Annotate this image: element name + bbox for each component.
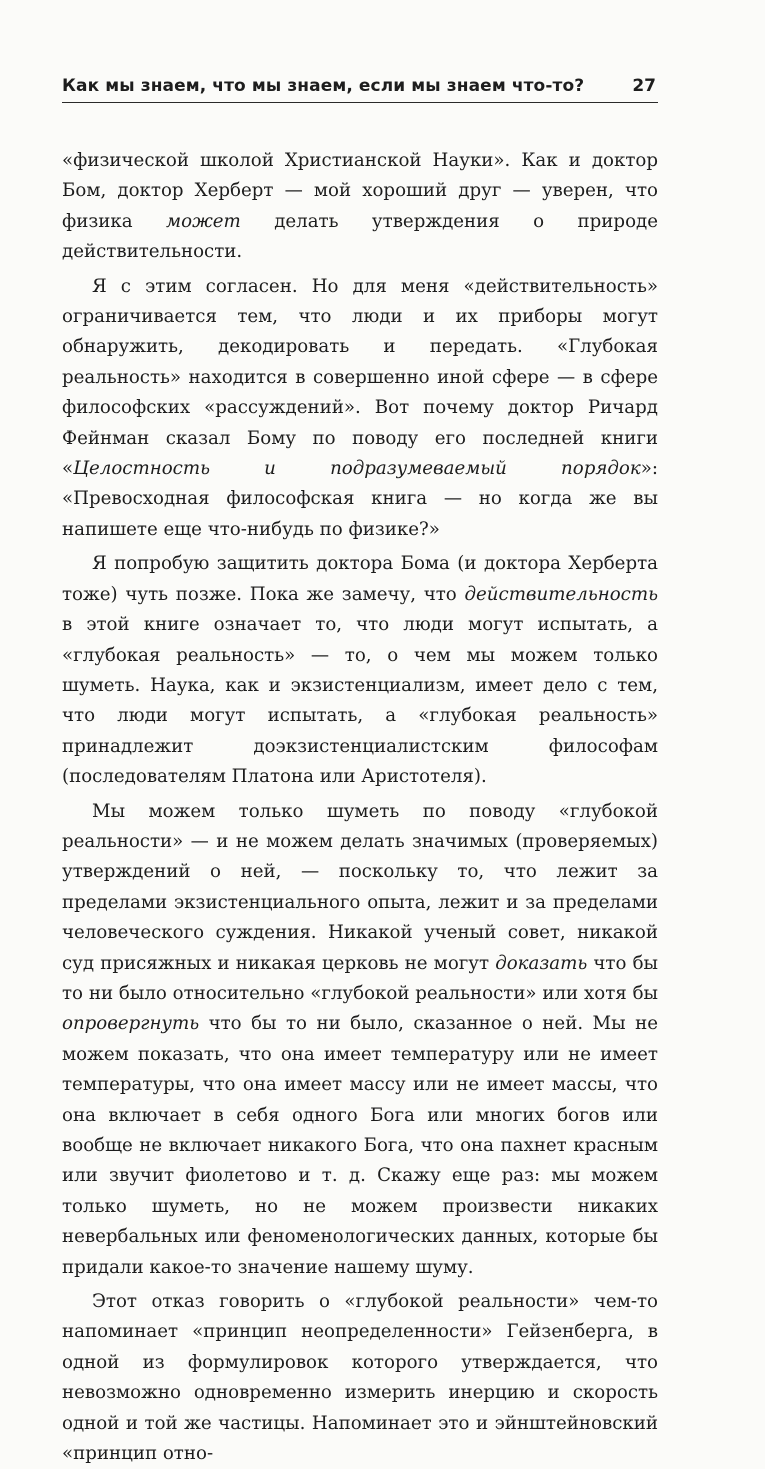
text-fragment: Мы можем только шуметь по поводу «глубокой реальности» — и не можем делать значимых (проверяемых) утверждений о ней, — поскольку то, что лежит за пределами экзистенциального опыта, лежит и за пределами человеческого суждения. Никакой ученый совет, никакой суд присяжных и никакая церковь не могут xyxy=(62,800,658,974)
paragraph-2 xyxy=(62,272,658,546)
paragraph-5 xyxy=(62,1287,658,1469)
running-header xyxy=(62,70,658,103)
paragraph-3 xyxy=(62,549,658,792)
text-fragment: в этой книге означает то, что люди могут испытать, а «глубокая реальность» — то, о чем мы можем только шуметь. Наука, как и экзистенциализм, имеет дело с тем, что люди могут испытать, а «глубокая реальность» принадлежит доэкзистенциалистским философам (последователям Платона или Аристотеля). xyxy=(62,614,658,788)
text-fragment: что бы то ни было относительно «глубокой реальности» или хотя бы xyxy=(62,952,658,1004)
text-fragment: «физической школой Христианской Науки». Как и доктор Бом, доктор Херберт — мой хороший друг — уверен, что физика xyxy=(62,150,658,232)
text-fragment: делать утверждения о природе действительности. xyxy=(62,210,658,263)
text-fragment: Этот отказ говорить о «глубокой реальности» чем-то напоминает «принцип неопределенности» Гейзенберга, в одной из формулировок которого утверждается, что невозможно одновременно измерить инерцию и скорость одной и той же частицы. Напоминает это и эйнштейновский «принцип отно- xyxy=(62,1291,658,1465)
text-fragment: »: «Превосходная философская книга — но когда же вы напишете еще что-нибудь по физике?» xyxy=(62,458,658,540)
paragraph-1 xyxy=(62,146,658,268)
text-fragment: Я попробую защитить доктора Бома (и доктора Херберта тоже) чуть позже. Пока же замечу, что xyxy=(62,553,658,605)
text-fragment: Я с этим согласен. Но для меня «действительность» ограничивается тем, что люди и их приборы могут обнаружить, декодировать и передать. «Глубокая реальность» находится в совершенно иной сфере — в сфере философских «рассуждений». Вот почему доктор Ричард Фейнман сказал Бому по поводу его последней книги « xyxy=(62,275,658,480)
italic-fragment: действительность xyxy=(464,583,658,605)
italic-fragment: может xyxy=(166,210,241,232)
text-fragment: что бы то ни было, сказанное о ней. Мы не можем показать, что она имеет температуру или не имеет температуры, что она имеет массу или не имеет массы, что она включает в себя одного Бога или многих богов или вообще не включает никакого Бога, что она пахнет красным или звучит фиолетово и т. д. Скажу еще раз: мы можем только шуметь, но не можем произвести никаких невербальных или феноменологических данных, которые бы придали какое-то значение нашему шуму. xyxy=(62,1013,658,1278)
italic-fragment: Целостность и подразумеваемый порядок xyxy=(73,458,641,480)
page-number: 27 xyxy=(632,76,656,96)
italic-fragment: доказать xyxy=(495,952,588,974)
running-title: Как мы знаем, что мы знаем, если мы знаем что-то? xyxy=(62,76,585,96)
paragraph-4 xyxy=(62,797,658,1284)
italic-fragment: опровергнуть xyxy=(62,1013,200,1035)
body-text xyxy=(62,146,658,1469)
